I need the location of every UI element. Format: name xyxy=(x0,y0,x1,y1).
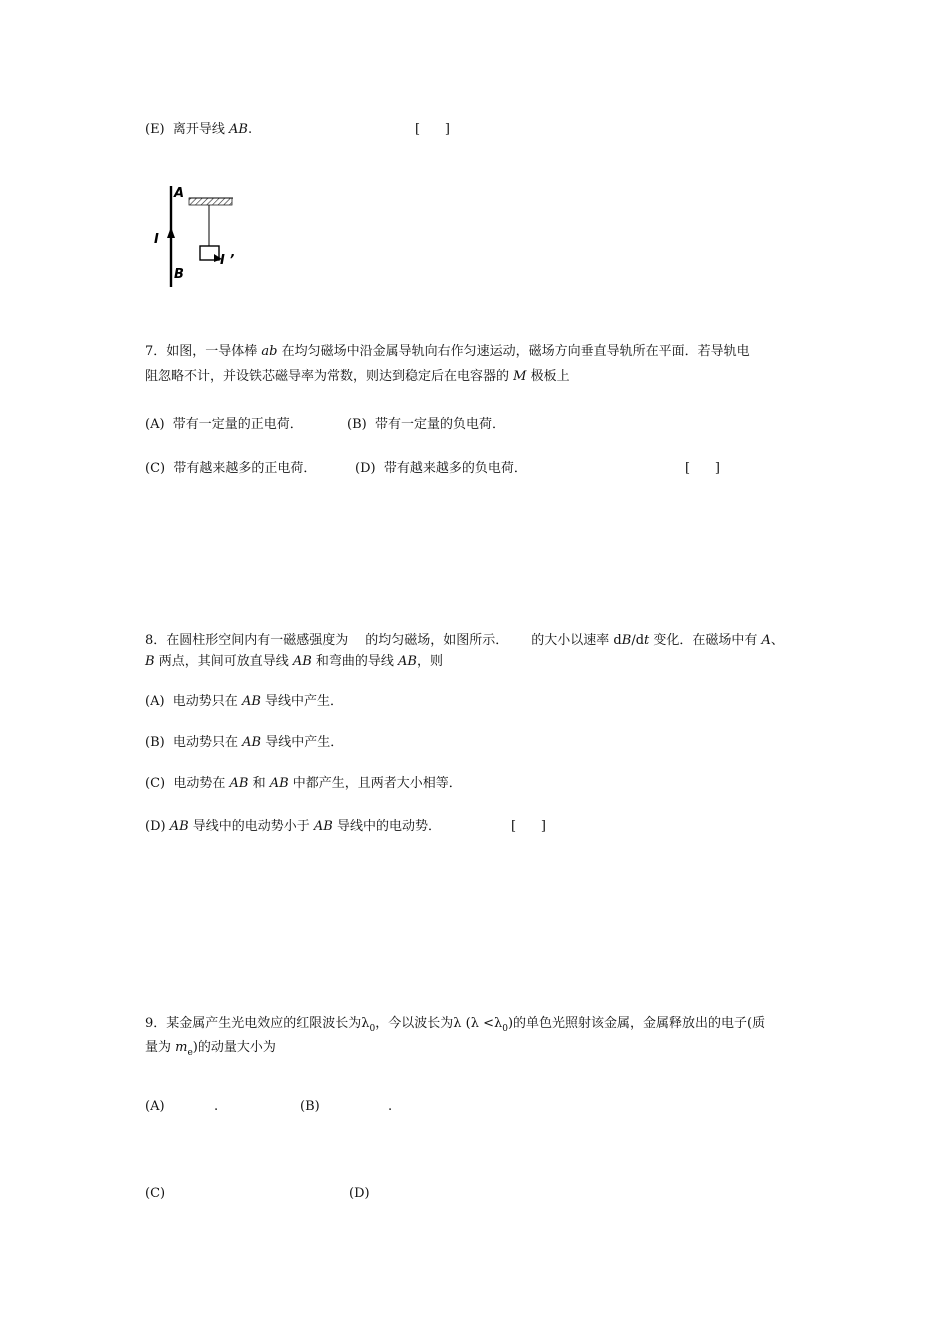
q7-option-c: (C) 带有越来越多的正电荷． xyxy=(145,461,317,476)
q8-option-c: (C) 电动势在 AB 和 AB 中都产生，且两者大小相等． xyxy=(145,776,462,791)
q6-figure xyxy=(150,182,250,292)
q8-option-a: (A) 电动势只在 AB 导线中产生． xyxy=(145,694,344,709)
q7-stem-line2: 阻忽略不计，并设铁芯磁导率为常数，则达到稳定后在电容器的 M 极板上 xyxy=(145,369,570,384)
label-i: I xyxy=(154,232,159,247)
current-arrow xyxy=(167,227,175,238)
q8-option-b: (B) 电动势只在 AB 导线中产生． xyxy=(145,735,344,750)
q8-answer-bracket: [ ] xyxy=(511,819,546,834)
q9-option-b-dot: . xyxy=(388,1099,393,1114)
q7-answer-bracket: [ ] xyxy=(685,461,720,476)
ceiling-hatch xyxy=(189,198,232,205)
q6-option-e: (E) 离开导线 AB. xyxy=(145,122,253,137)
q7-option-a: (A) 带有一定量的正电荷． xyxy=(145,417,303,432)
q9-option-d-label: (D) xyxy=(349,1186,370,1201)
q6-answer-bracket: [ ] xyxy=(415,122,450,137)
q9-stem-line1: 9．某金属产生光电效应的红限波长为$\lambda_0$，今以波长为λ $(\lambda <\lambda_0)$的单色光照射该金属，金属释放出的电子(质 xyxy=(145,1016,766,1034)
label-i-prime: I ’ xyxy=(220,253,235,268)
q7-option-b: (B) 带有一定量的负电荷． xyxy=(347,417,505,432)
q8-option-d: (D) AB 导线中的电动势小于 AB 导线中的电动势． xyxy=(145,819,442,834)
q9-option-b-label: (B) xyxy=(300,1099,320,1114)
q7-option-d: (D) 带有越来越多的负电荷． xyxy=(355,461,527,476)
q8-stem-line2: B 两点，其间可放直导线 AB 和弯曲的导线 AB，则 xyxy=(145,654,444,669)
q9-option-a-label: (A) xyxy=(145,1099,165,1114)
q9-option-a-dot: . xyxy=(214,1099,219,1114)
q8-stem-line1: 8．在圆柱形空间内有一磁感强度为 的均匀磁场，如图所示． 的大小以速率 dB/dt 变化．在磁场中有 A、 xyxy=(145,633,784,648)
label-b: B xyxy=(174,267,184,282)
q9-option-c-label: (C) xyxy=(145,1186,166,1201)
q7-stem-line1: 7．如图，一导体棒 ab 在均匀磁场中沿金属导轨向右作匀速运动，磁场方向垂直导轨所在平面．若导轨电 xyxy=(145,344,750,359)
q9-stem-line2: 量为 $m_e$)的动量大小为 xyxy=(145,1040,276,1058)
label-a: A xyxy=(174,186,185,201)
